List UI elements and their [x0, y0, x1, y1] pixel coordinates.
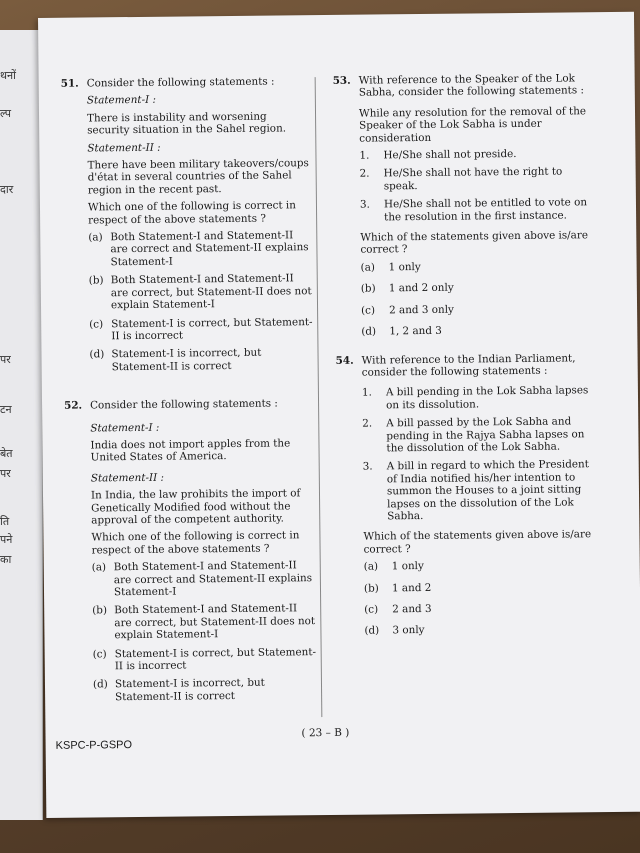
item-number: 3. [362, 460, 373, 473]
option-c [361, 302, 589, 317]
item-number: 2. [359, 167, 370, 181]
question-text: Which one of the following is correct in respect of the above statements ? [87, 199, 296, 227]
option-b [92, 603, 316, 643]
option-text: Statement-I is incorrect, but Statement-II is correct [111, 346, 262, 373]
question-54 [328, 352, 593, 638]
question-number: 51. [60, 77, 79, 90]
paper-code: KSPC-P-GSPO [55, 739, 133, 752]
option-label: (a) [88, 231, 103, 244]
option-text: 2 and 3 [392, 602, 432, 616]
item-text: A bill passed by the Lok Sabha and pending in the Rajya Sabha lapses on the dissolution of the Lok Sabha. [386, 415, 585, 455]
option-label: (d) [364, 624, 380, 638]
item-number: 2. [362, 417, 373, 430]
option-b [89, 272, 313, 312]
option-text: 1 only [391, 560, 424, 573]
item-text: He/She shall not have the right to speak. [383, 165, 563, 193]
page-number: ( 23 – B ) [301, 726, 350, 740]
left-column [53, 75, 318, 714]
statement-2-text: In India, the law prohibits the import of Genetically Modified food without the approval of the competent authority. [90, 487, 301, 527]
question-number: 53. [332, 74, 351, 87]
option-label: (d) [361, 325, 377, 338]
statement-item [359, 147, 587, 162]
option-text: 1, 2 and 3 [389, 324, 442, 338]
left-page-fragment: बेत [0, 447, 13, 460]
option-label: (a) [91, 561, 107, 574]
left-page-fragment: का [0, 553, 12, 566]
question-intro: Consider the following statements : [89, 397, 278, 412]
option-text: Statement-I is correct, but Statement-II is incorrect [114, 645, 317, 673]
option-label: (d) [89, 348, 105, 361]
option-text: 3 only [392, 624, 425, 637]
option-c [93, 646, 317, 673]
item-text: He/She shall not preside. [383, 148, 517, 162]
option-text: Both Statement-I and Statement-II are correct and Statement-II explains Statement-I [110, 229, 309, 269]
option-text: Both Statement-I and Statement-II are correct and Statement-II explains Statement-I [113, 559, 313, 599]
right-column [325, 72, 593, 648]
option-label: (c) [92, 647, 107, 661]
statement-item [362, 385, 590, 412]
item-text: He/She shall not be entitled to vote on the resolution in the first instance. [383, 196, 588, 224]
statement-item [363, 459, 592, 523]
statement-item [362, 415, 590, 455]
item-number: 3. [359, 198, 370, 211]
statement-2-text: There have been military takeovers/coups d'état in several countries of the Sahel region in the recent past. [87, 157, 309, 197]
question-text: Which of the statements given above is/are correct ? [363, 528, 592, 556]
left-page-fragment: पर [0, 353, 11, 366]
item-text: A bill in regard to which the President of India notified his/her intention to summon the Houses to a joint sitting lapses on the dissolution of the Lok Sabha. [386, 458, 589, 523]
question-number: 54. [335, 354, 354, 367]
left-page-fragment: पने [0, 533, 13, 546]
option-text: 1 only [388, 260, 421, 274]
adjacent-page [0, 30, 43, 820]
option-label: (a) [360, 261, 376, 274]
left-page-fragment: टन [0, 403, 12, 416]
option-d [364, 623, 592, 638]
question-intro: Consider the following statements : [86, 75, 275, 90]
question-number: 52. [64, 399, 83, 412]
statement-1-label: Statement-I : [86, 94, 157, 107]
statement-2-label: Statement-II : [87, 141, 161, 155]
question-lead: While any resolution for the removal of the Speaker of the Lok Sabha is under consideration [358, 105, 587, 145]
option-text: Both Statement-I and Statement-II are correct, but Statement-II does not explain Statement-I [110, 272, 312, 312]
question-intro: With reference to the Speaker of the Lok Sabha, consider the following statements : [358, 72, 585, 100]
option-text: Both Statement-I and Statement-II are correct, but Statement-II does not explain Statement-I [114, 602, 316, 642]
left-page-fragment: थनों [0, 69, 16, 82]
statement-1-text: India does not import apples from the United States of America. [90, 437, 291, 464]
option-text: 1 and 2 [391, 581, 432, 594]
option-b [364, 580, 592, 595]
option-label: (c) [364, 603, 379, 616]
option-label: (b) [88, 274, 104, 287]
option-d [361, 323, 589, 338]
statement-1-text: There is instability and worsening security situation in the Sahel region. [86, 110, 287, 137]
option-label: (c) [89, 317, 104, 330]
option-text: 1 and 2 only [388, 281, 454, 295]
option-a [361, 259, 589, 274]
left-page-fragment: पर [0, 467, 11, 480]
item-number: 1. [361, 386, 372, 399]
statement-item [360, 166, 588, 193]
statement-2-label: Statement-II : [90, 471, 165, 485]
left-page-fragment: ति [0, 515, 10, 528]
option-label: (c) [361, 304, 376, 317]
option-label: (b) [92, 604, 108, 617]
option-c [89, 316, 313, 343]
option-a [92, 559, 316, 599]
question-53 [325, 72, 590, 338]
option-d [93, 677, 317, 704]
statement-1-label: Statement-I : [90, 421, 160, 435]
option-label: (d) [92, 678, 108, 691]
question-text: Which of the statements given above is/are correct ? [360, 229, 589, 257]
option-b [361, 281, 589, 296]
question-text: Which one of the following is correct in respect of the above statements ? [91, 529, 300, 557]
option-label: (b) [363, 582, 379, 595]
option-text: Statement-I is incorrect, but Statement-II is correct [114, 677, 265, 704]
item-text: A bill pending in the Lok Sabha lapses on its dissolution. [385, 384, 589, 412]
question-51 [53, 75, 314, 374]
exam-page [38, 12, 640, 818]
item-number: 1. [359, 149, 370, 162]
option-text: Statement-I is correct, but Statement-II is incorrect [111, 315, 313, 343]
left-page-fragment: ल्प [0, 107, 11, 120]
question-52 [56, 397, 317, 704]
option-label: (b) [360, 282, 376, 295]
option-c [364, 601, 592, 616]
option-label: (a) [363, 560, 379, 573]
option-d [89, 346, 313, 373]
option-a [88, 229, 312, 269]
left-page-fragment: दार [0, 183, 14, 196]
statement-item [360, 197, 588, 224]
option-a [364, 558, 592, 573]
question-intro: With reference to the Indian Parliament, consider the following statements : [361, 351, 576, 379]
option-text: 2 and 3 only [389, 303, 454, 317]
